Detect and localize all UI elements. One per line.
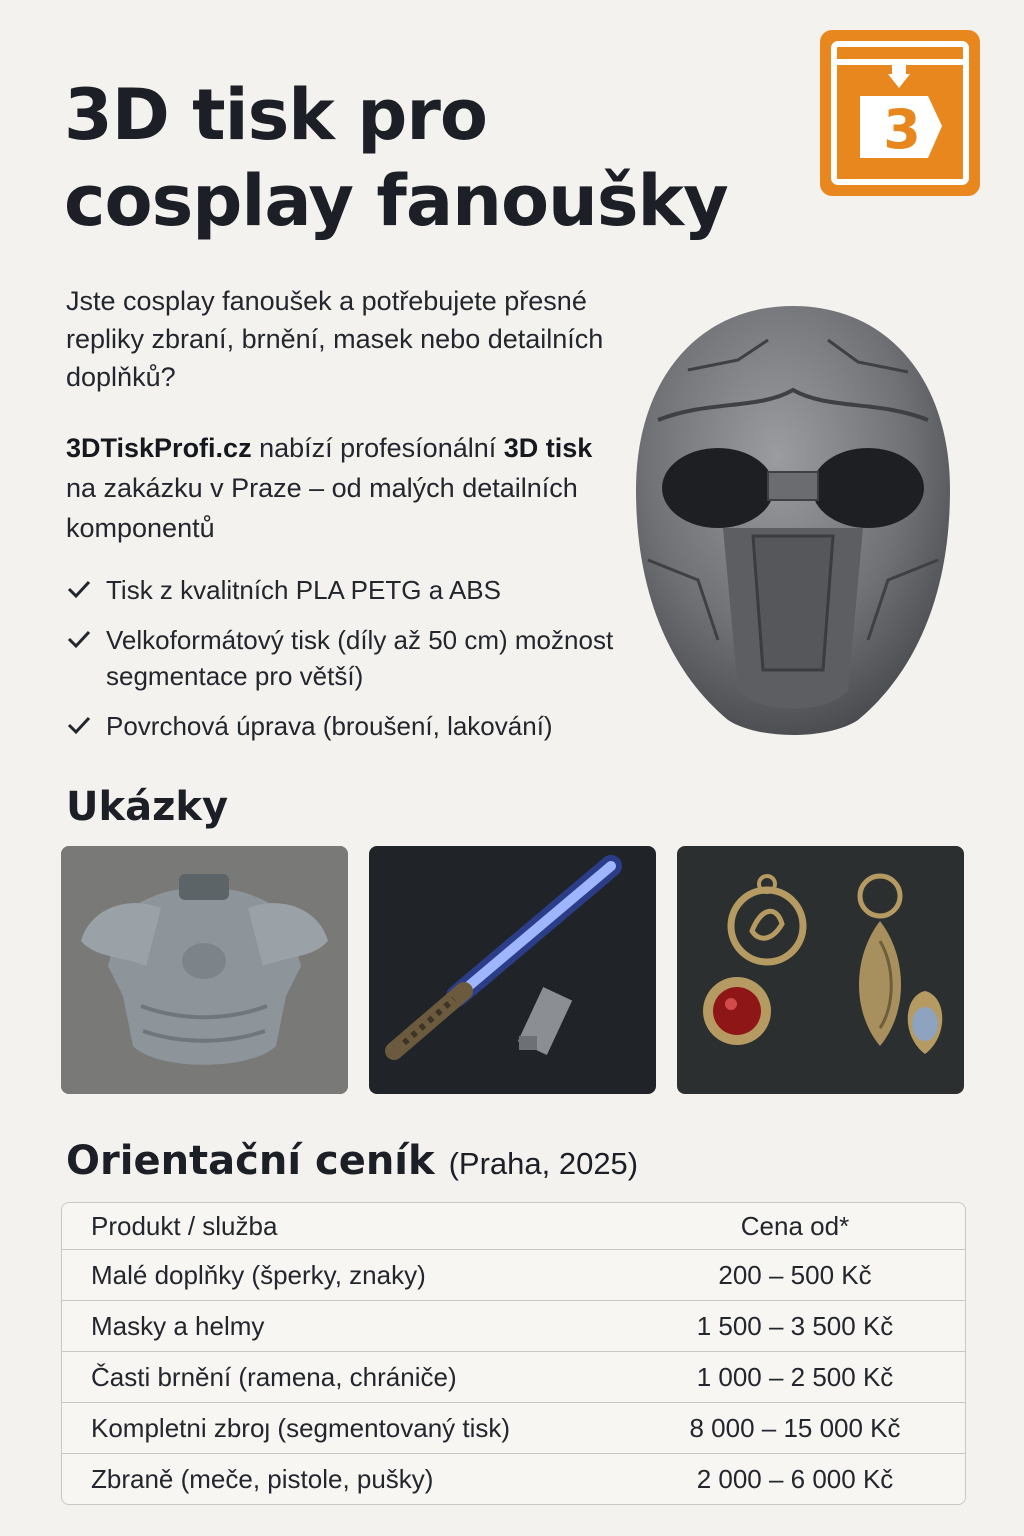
feature-text: Tisk z kvalitních PLA PETG a ABS [106, 575, 501, 605]
highlight-3d-tisk: 3D tisk [503, 433, 593, 463]
product-cell: Malé doplňky (šperky, znaky) [91, 1259, 426, 1290]
table-row [62, 1402, 965, 1453]
column-header-price: Cena od* [740, 1210, 850, 1241]
price-cell: 1 000 – 2 500 Kč [696, 1361, 894, 1392]
feature-item [66, 708, 626, 744]
check-icon [66, 628, 92, 650]
samples-title: Ukázky [66, 784, 229, 830]
armor-chestplate-image [61, 846, 348, 1094]
column-header-product: Produkt / služba [91, 1210, 278, 1241]
brand-name: 3DTiskProfi.cz [66, 433, 252, 463]
page-title [64, 72, 728, 244]
product-cell: Časti brnění (ramena, chrániče) [91, 1361, 457, 1392]
pricing-title [66, 1138, 638, 1184]
price-cell: 2 000 – 6 000 Kč [696, 1463, 894, 1494]
table-header-row [62, 1203, 965, 1249]
pricing-subtitle: (Praha, 2025) [448, 1146, 639, 1181]
feature-item [66, 622, 626, 694]
price-table [61, 1202, 966, 1505]
feature-text: Povrchová úprava (broušení, lakování) [106, 711, 553, 741]
pricing-title-main: Orientační ceník [66, 1138, 435, 1184]
table-row [62, 1453, 965, 1504]
intro-offer-text-1: nabízí profesíonální [251, 433, 504, 463]
title-line-2: cosplay fanoušky [64, 160, 728, 242]
product-cell: Masky a helmy [91, 1310, 265, 1341]
intro-paragraph: Jste cosplay fanoušek a potřebujete přesné repliky zbraní, brnění, masek nebo detailních doplňků? [66, 286, 604, 392]
check-icon [66, 578, 92, 600]
table-row [62, 1351, 965, 1402]
price-cell: 1 500 – 3 500 Kč [696, 1310, 894, 1341]
logo-glyph: 3 [883, 98, 921, 161]
lightsaber-image [369, 846, 656, 1094]
feature-text: Velkoformátový tisk (díly až 50 cm) možnost segmentace pro větší) [106, 625, 614, 691]
intro-offer-paragraph [66, 428, 606, 548]
mask-image [628, 300, 958, 742]
jewelry-pendants-image [677, 846, 964, 1094]
table-row [62, 1300, 965, 1351]
feature-item [66, 572, 626, 608]
check-icon [66, 714, 92, 736]
title-line-1: 3D tisk pro [64, 74, 487, 156]
3d-printer-icon [820, 30, 980, 196]
price-cell: 200 – 500 Kč [718, 1259, 872, 1290]
intro-offer-text-2: na zakázku v Praze – od malých detailních komponentů [66, 473, 578, 543]
table-row [62, 1249, 965, 1300]
product-cell: Kompletni zbroȷ (segmentovaný tisk) [91, 1412, 511, 1443]
feature-list [66, 572, 626, 758]
product-cell: Zbraně (meče, pistole, pušky) [91, 1463, 434, 1494]
price-cell: 8 000 – 15 000 Kč [689, 1412, 901, 1443]
